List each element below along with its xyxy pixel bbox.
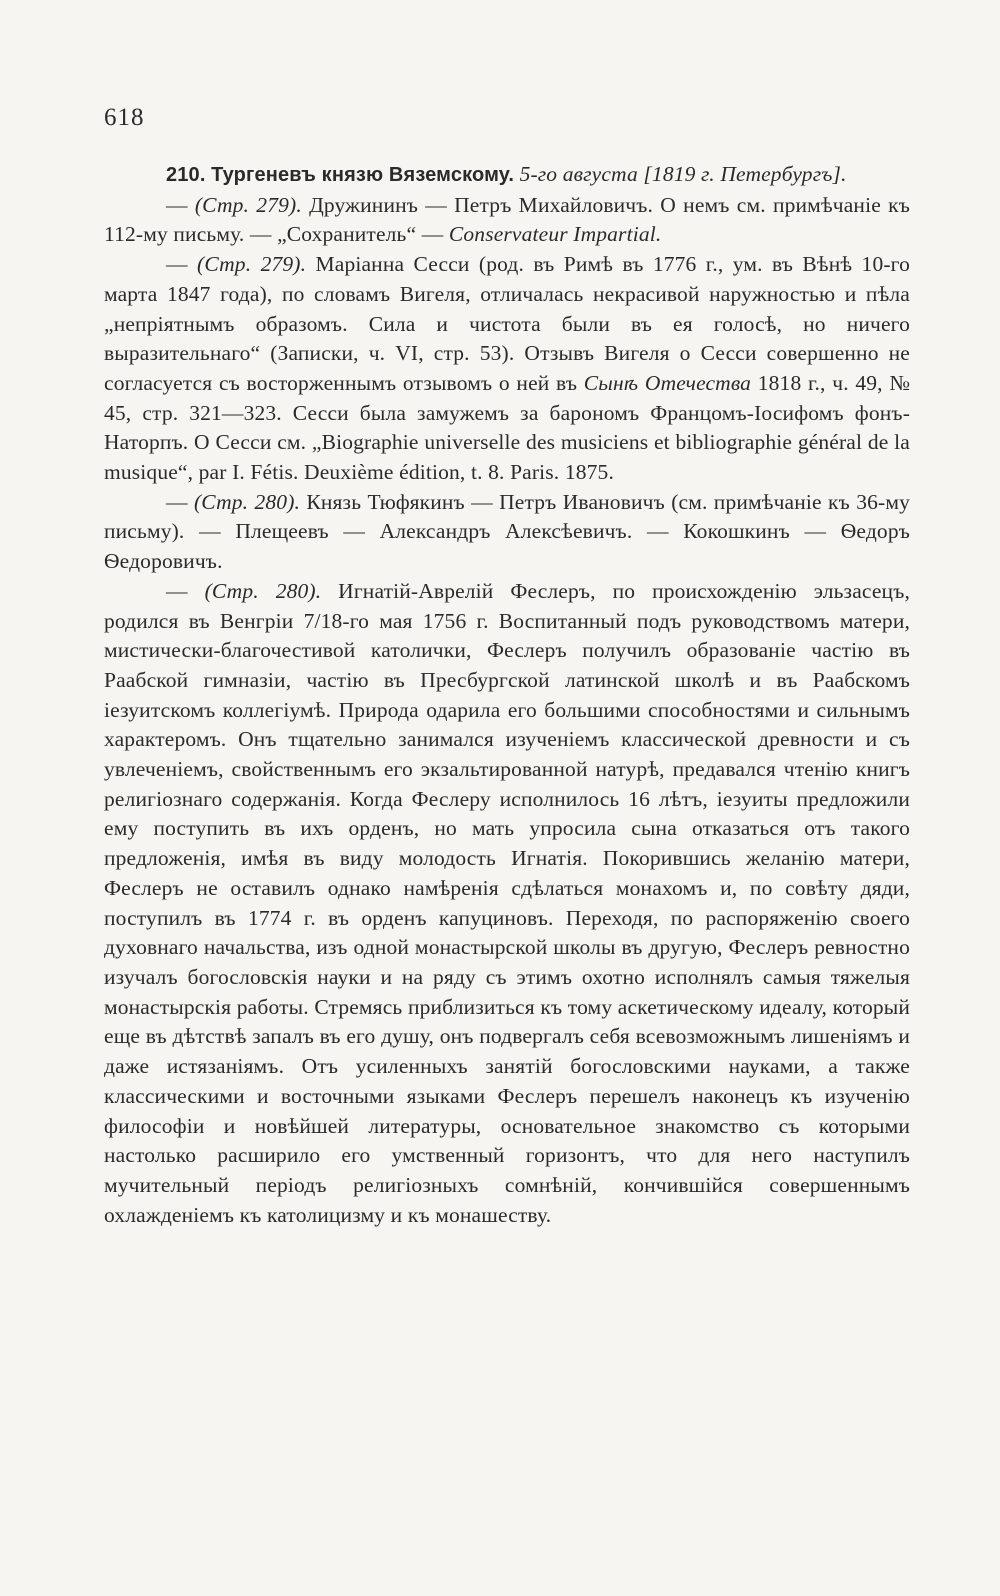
note-paragraph: — (Стр. 279). Дружининъ — Петръ Михайловичъ. О немъ см. примѣчаніе къ 112-му письму. — „Сохранитель“ — Conservateur Impartial. <box>104 192 910 247</box>
letter-title: Тургеневъ князю Вяземскому. <box>211 164 515 186</box>
note-text: Князь Тюфякинъ — Петръ Ивановичъ (см. примѣчаніе къ 36-му письму). — Плещеевъ — Александръ Алексѣевичъ. — Кокошкинъ — Ѳедоръ Ѳедоровичъ. <box>104 489 910 574</box>
page-body <box>104 160 910 1230</box>
letter-heading <box>104 160 910 191</box>
letter-date: 5-го августа [1819 г. Петербургъ]. <box>519 162 847 186</box>
note-paragraph: — (Стр. 280). Князь Тюфякинъ — Петръ Ивановичъ (см. примѣчаніе къ 36-му письму). — Плещеевъ — Александръ Алексѣевичъ. — Кокошкинъ — Ѳедоръ Ѳедоровичъ. <box>104 489 910 574</box>
note-ref: (Стр. 279). <box>197 252 307 277</box>
note-paragraph: — (Стр. 280). Игнатій-Аврелій Феслеръ, по происхожденію эльзасецъ, родился въ Венгріи 7/18-го мая 1756 г. Воспитанный подъ руководствомъ матери, мистически-благочестивой католички, Феслеръ получилъ образованіе частію въ Раабской гимназіи, частію въ Пресбургской латинской школѣ и въ Раабскомъ іезуитскомъ коллегіумѣ. Природа одарила его большими способностями и сильнымъ характеромъ. Онъ тщательно занимался изученіемъ классической древности и съ увлеченіемъ, свойственнымъ его экзальтированной натурѣ, предавался чтенію книгъ религіознаго содержанія. Когда Феслеру исполнилось 16 лѣтъ, іезуиты предложили ему поступить въ ихъ орденъ, но мать упросила сына отказаться отъ такого предложенія, имѣя въ виду молодость Игнатія. Покорившись желанію матери, Феслеръ не оставилъ однако намѣренія сдѣлаться монахомъ и, по совѣту дяди, поступилъ въ 1774 г. въ орденъ капуциновъ. Переходя, по распоряженію своего духовнаго начальства, изъ одной монастырской школы въ другую, Феслеръ ревностно изучалъ богословскія науки и на ряду съ этимъ охотно исполнялъ самыя тяжелыя монастырскія работы. Стремясь приблизиться къ тому аскетическому идеалу, который еще въ дѣтствѣ запалъ въ его душу, онъ подвергалъ себя всевозможнымъ лишеніямъ и даже истязаніямъ. Отъ усиленныхъ занятій богословскими науками, а также классическими и восточными языками Феслеръ перешелъ наконецъ къ изученію философіи и новѣйшей литературы, основательное знакомство съ которыми настолько расширило его умственный горизонтъ, что для него наступилъ мучительный періодъ религіозныхъ сомнѣній, кончившійся совершеннымъ охлажденіемъ къ католицизму и къ монашеству. <box>104 578 910 1227</box>
note-paragraph: — (Стр. 279). Маріанна Сесси (род. въ Римѣ въ 1776 г., ум. въ Вѣнѣ 10-го марта 1847 года), по словамъ Вигеля, отличалась некрасивой наружностью и пѣла „непріятнымъ образомъ. Сила и чистота были въ ея голосѣ, но ничего выразительнаго“ (Записки, ч. VI, стр. 53). Отзывъ Вигеля о Сесси совершенно не согласуется съ восторженнымъ отзывомъ о ней въ Сынѣ Отечества 1818 г., ч. 49, № 45, стр. 321—323. Сесси была замужемъ за барономъ Францомъ-Іосифомъ фонъ-Наторпъ. О Сесси см. „Biographie universelle des musiciens et bibliographie général de la musique“, par I. Fétis. Deuxième édition, t. 8. Paris. 1875. <box>104 252 910 485</box>
note-text: Маріанна Сесси (род. въ Римѣ въ 1776 г., ум. въ Вѣнѣ 10-го марта 1847 года), по словамъ Вигеля, отличалась некрасивой наружностью и пѣла „непріятнымъ образомъ. Сила и чистота были въ ея голосѣ, но ничего выразительнаго“ (Записки, ч. VI, стр. 53). Отзывъ Вигеля о Сесси совершенно не согласуется съ восторженнымъ отзывомъ о ней въ <box>104 252 910 395</box>
note-italic: Сынѣ Отечества <box>583 370 752 395</box>
note-text: Дружининъ — Петръ Михайловичъ. О немъ см. примѣчаніе къ 112-му письму. — „Сохранитель“ — <box>104 192 910 247</box>
note-ref: (Стр. 280). <box>204 578 322 603</box>
page-number: 618 <box>104 104 145 131</box>
note-italic: Conservateur Impartial. <box>448 222 662 247</box>
note-ref: (Стр. 280). <box>193 489 301 514</box>
note-text: Игнатій-Аврелій Феслеръ, по происхожденію эльзасецъ, родился въ Венгріи 7/18-го мая 1756 г. Воспитанный подъ руководствомъ матери, мистически-благочестивой католички, Феслеръ получилъ образованіе частію въ Раабской гимназіи, частію въ Пресбургской латинской школѣ и въ Раабскомъ іезуитскомъ коллегіумѣ. Природа одарила его большими способностями и сильнымъ характеромъ. Онъ тщательно занимался изученіемъ классической древности и съ увлеченіемъ, свойственнымъ его экзальтированной натурѣ, предавался чтенію книгъ религіознаго содержанія. Когда Феслеру исполнилось 16 лѣтъ, іезуиты предложили ему поступить въ ихъ орденъ, но мать упросила сына отказаться отъ такого предложенія, имѣя въ виду молодость Игнатія. Покорившись желанію матери, Феслеръ не оставилъ однако намѣренія сдѣлаться монахомъ и, по совѣту дяди, поступилъ въ 1774 г. въ орденъ капуциновъ. Переходя, по распоряженію своего духовнаго начальства, изъ одной монастырской школы въ другую, Феслеръ ревностно изучалъ богословскія науки и на ряду съ этимъ охотно исполнялъ самыя тяжелыя монастырскія работы. Стремясь приблизиться къ тому аскетическому идеалу, который еще въ дѣтствѣ запалъ въ его душу, онъ подвергалъ себя всевозможнымъ лишеніямъ и даже истязаніямъ. Отъ усиленныхъ занятій богословскими науками, а также классическими и восточными языками Феслеръ перешелъ наконецъ къ изученію философіи и новѣйшей литературы, основательное знакомство съ которыми настолько расширило его умственный горизонтъ, что для него наступилъ мучительный періодъ религіозныхъ сомнѣній, кончившійся совершеннымъ охлажденіемъ къ католицизму и къ монашеству. <box>104 578 910 1227</box>
note-text-tail: 1818 г., ч. 49, № 45, стр. 321—323. Сесси была замужемъ за барономъ Францомъ-Іосифомъ фонъ-Наторпъ. О Сесси см. „Biographie universelle des musiciens et bibliographie général de la musique“, par I. Fétis. Deuxième édition, t. 8. Paris. 1875. <box>104 370 910 485</box>
letter-number: 210. <box>166 164 206 186</box>
note-ref: (Стр. 279). <box>194 192 302 217</box>
